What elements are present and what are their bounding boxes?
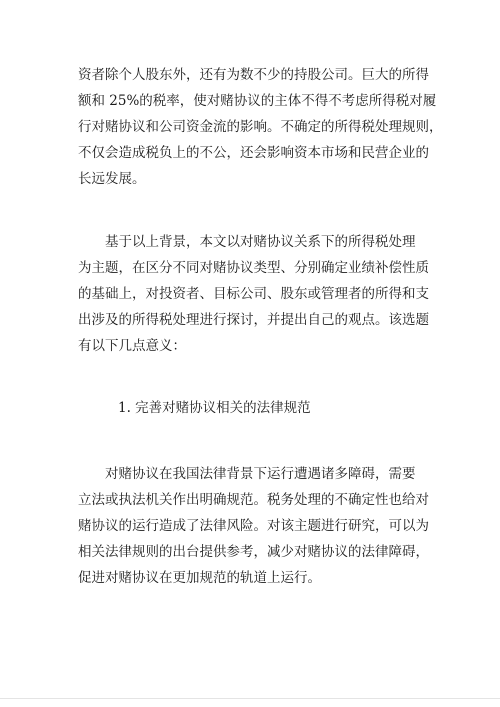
paragraph-line: 促进对赌协议在更加规范的轨道上运行。: [78, 570, 321, 586]
section-heading: 1. 完善对赌协议相关的法律规范: [118, 400, 311, 416]
paragraph-line: 的基础上，对投资者、目标公司、股东或管理者的所得和支: [78, 286, 429, 302]
paragraph-line: 有以下几点意义：: [78, 338, 186, 354]
paragraph-line: 出涉及的所得税处理进行探讨，并提出自己的观点。该选题: [78, 312, 429, 328]
paragraph-line: 基于以上背景，本文以对赌协议关系下的所得税处理: [105, 234, 416, 250]
paragraph-background: [78, 229, 428, 359]
paragraph-line: 行对赌协议和公司资金流的影响。不确定的所得税处理规则，: [78, 119, 443, 135]
paragraph-line: 不仅会造成税负上的不公，还会影响资本市场和民营企业的: [78, 145, 429, 161]
paragraph-tax-impact: [78, 62, 443, 192]
paragraph-line: 资者除个人股东外，还有为数不少的持股公司。巨大的所得: [78, 67, 429, 83]
paragraph-line: 对赌协议在我国法律背景下运行遭遇诸多障碍，需要: [105, 466, 416, 482]
paragraph-line: 赌协议的运行造成了法律风险。对该主题进行研究，可以为: [78, 518, 429, 534]
paragraph-line: 长远发展。: [78, 171, 146, 187]
paragraph-line: 相关法律规则的出台提供参考，减少对赌协议的法律障碍，: [78, 544, 429, 560]
page-bottom-divider: [0, 698, 500, 699]
paragraph-line: 立法或执法机关作出明确规范。税务处理的不确定性也给对: [78, 492, 429, 508]
paragraph-line: 额和 25%的税率，使对赌协议的主体不得不考虑所得税对履: [78, 93, 437, 109]
paragraph-line: 为主题，在区分不同对赌协议类型、分别确定业绩补偿性质: [78, 260, 429, 276]
paragraph-legal-significance: [78, 461, 428, 591]
